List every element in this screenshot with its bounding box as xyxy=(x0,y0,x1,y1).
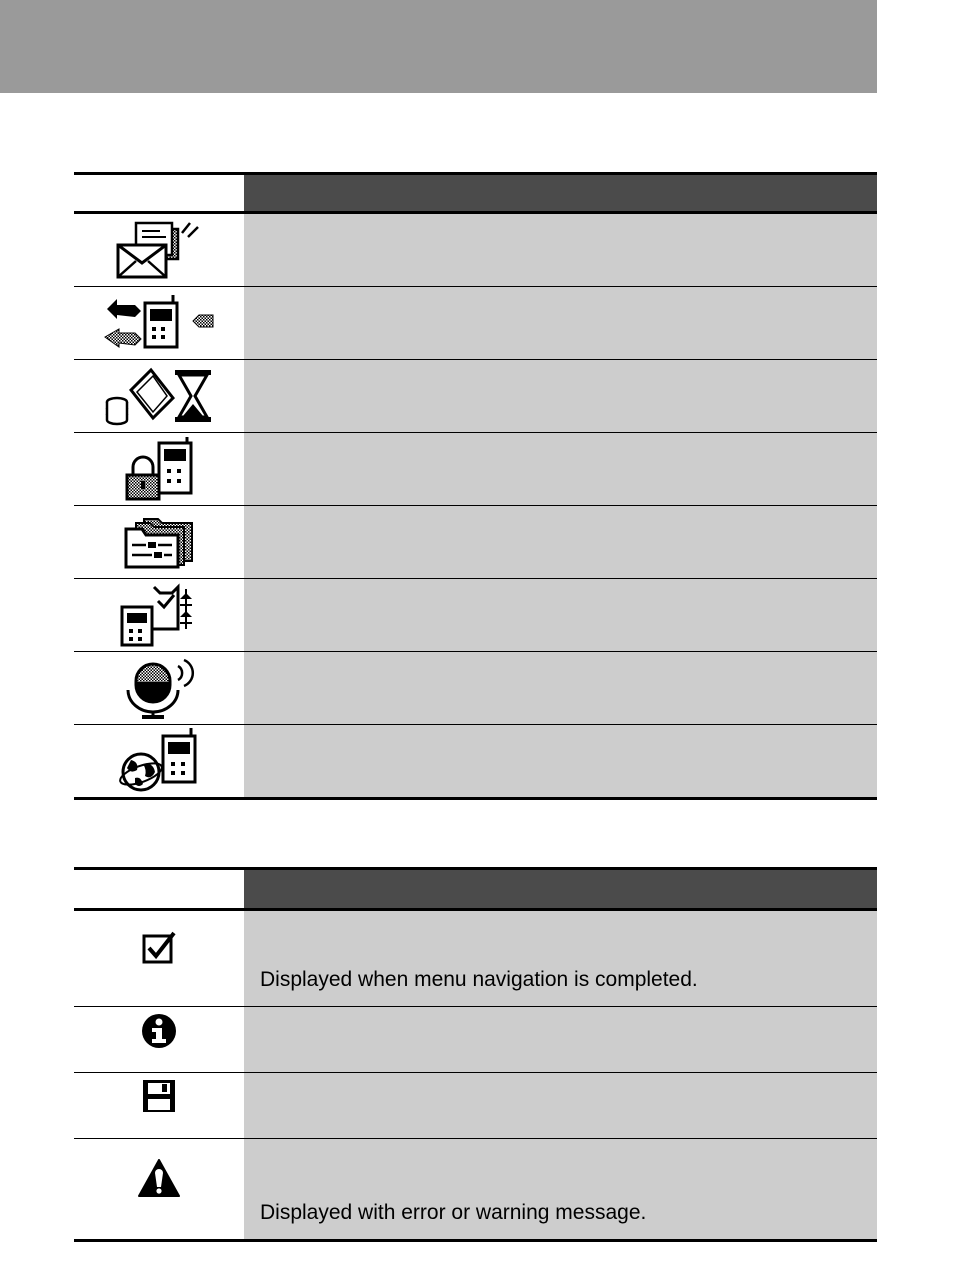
table-row xyxy=(74,433,877,506)
icon-cell xyxy=(74,910,244,1007)
description-cell xyxy=(244,725,877,799)
icon-cell xyxy=(74,506,244,579)
icon-cell xyxy=(74,287,244,360)
header-description-column xyxy=(244,174,877,213)
table-row xyxy=(74,213,877,287)
table-row xyxy=(74,910,877,1007)
info-icon xyxy=(141,1013,177,1049)
description-cell xyxy=(244,287,877,360)
description-cell xyxy=(244,360,877,433)
file-manager-icon xyxy=(122,513,196,571)
description-cell xyxy=(244,433,877,506)
status-icon-table xyxy=(74,867,877,1242)
header-icon-column xyxy=(74,174,244,213)
description-cell xyxy=(244,1073,877,1139)
table-row xyxy=(74,1139,877,1241)
menu-icon-table xyxy=(74,172,877,800)
description-cell xyxy=(244,579,877,652)
icon-cell xyxy=(74,213,244,287)
icon-cell xyxy=(74,579,244,652)
table-row xyxy=(74,1007,877,1073)
table-row xyxy=(74,360,877,433)
description-cell xyxy=(244,506,877,579)
warning-triangle-icon xyxy=(138,1159,180,1197)
description-cell: Displayed with error or warning message. xyxy=(244,1139,877,1241)
table-header-row xyxy=(74,174,877,213)
description-cell xyxy=(244,1007,877,1073)
voice-microphone-icon xyxy=(122,656,196,720)
internet-globe-icon xyxy=(117,728,201,794)
header-description-column xyxy=(244,869,877,910)
description-cell xyxy=(244,213,877,287)
icon-cell xyxy=(74,725,244,799)
memory-status-icon xyxy=(103,366,215,426)
description-cell: Displayed when menu navigation is completed. xyxy=(244,910,877,1007)
table-row xyxy=(74,579,877,652)
security-lock-icon xyxy=(123,437,195,501)
icon-cell xyxy=(74,652,244,725)
description-cell xyxy=(244,652,877,725)
messages-icon xyxy=(114,219,204,281)
table-row xyxy=(74,1073,877,1139)
table-header-row xyxy=(74,869,877,910)
top-banner xyxy=(0,0,877,93)
data-exchange-icon xyxy=(101,295,217,351)
icon-cell xyxy=(74,1073,244,1139)
header-icon-column xyxy=(74,869,244,910)
icon-cell xyxy=(74,1007,244,1073)
icon-cell xyxy=(74,360,244,433)
icon-cell xyxy=(74,1139,244,1241)
scheduler-icon xyxy=(118,583,200,647)
table-row xyxy=(74,506,877,579)
checkbox-checked-icon xyxy=(141,931,177,965)
table-row xyxy=(74,725,877,799)
icon-cell xyxy=(74,433,244,506)
floppy-disk-icon xyxy=(142,1079,176,1113)
table-row xyxy=(74,652,877,725)
table-row xyxy=(74,287,877,360)
